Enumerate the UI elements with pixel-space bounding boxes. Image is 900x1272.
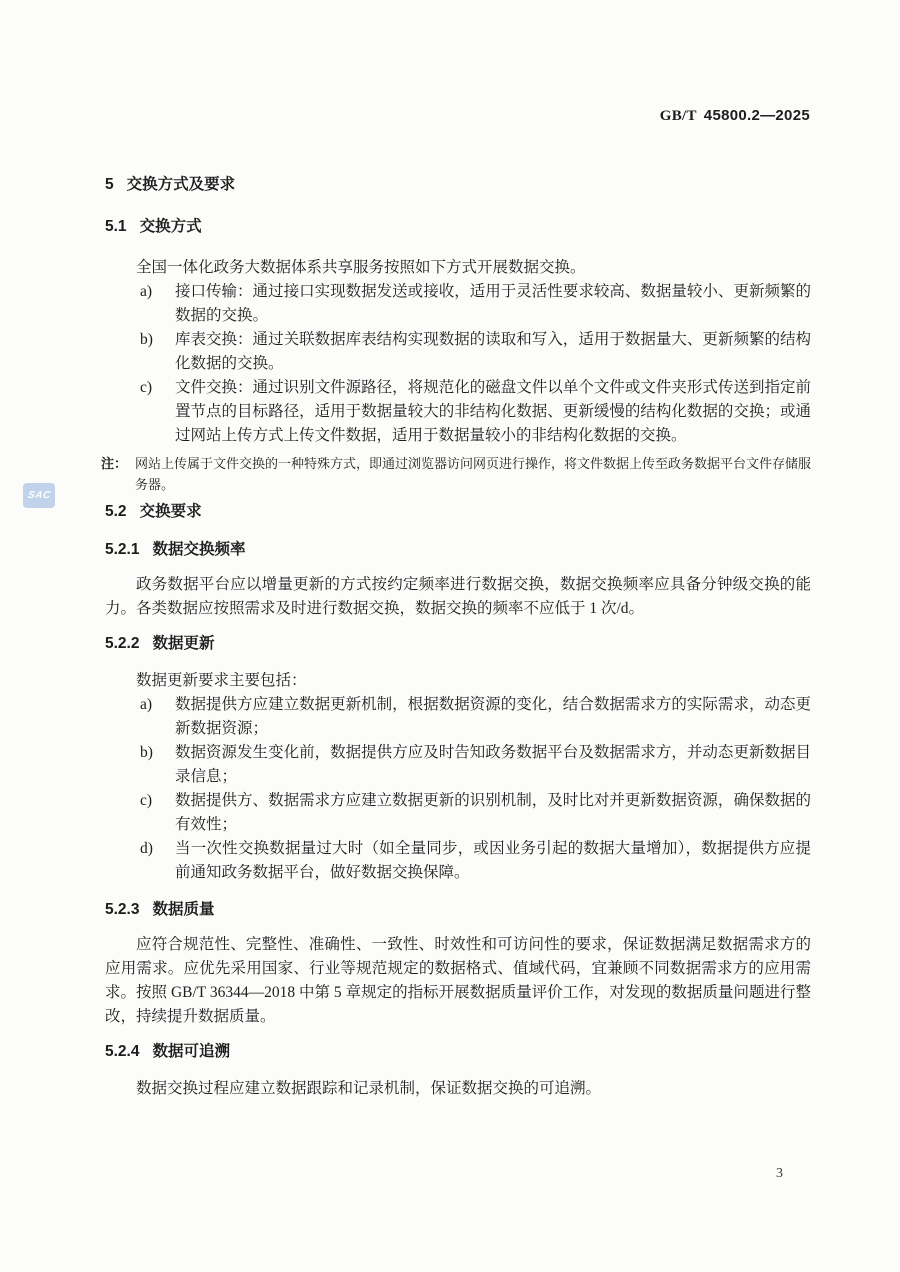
list-marker: a) <box>140 283 153 300</box>
section-heading-5-2-3 <box>105 901 811 919</box>
paragraph-5-2-4: 数据交换过程应建立数据跟踪和记录机制，保证数据交换的可追溯。 <box>136 1080 602 1097</box>
standard-code: 45800.2—2025 <box>703 107 810 124</box>
list-5-2-2 <box>105 693 811 885</box>
sac-watermark-badge <box>23 483 55 508</box>
section-title: 交换方式及要求 <box>126 176 236 193</box>
list-item <box>105 693 811 741</box>
list-text: 当一次性交换数据量过大时（如全量同步，或因业务引起的数据大量增加），数据提供方应提前通知政务数据平台，做好数据交换保障。 <box>175 840 811 881</box>
section-number: 5.2.3 <box>105 901 140 918</box>
list-5-1 <box>105 280 811 448</box>
paragraph-5-1-intro: 全国一体化政务大数据体系共享服务按照如下方式开展数据交换。 <box>136 259 586 276</box>
list-text: 数据资源发生变化前，数据提供方应及时告知政务数据平台及数据需求方，并动态更新数据目录信息； <box>175 744 811 785</box>
list-marker: c) <box>140 379 153 396</box>
list-item <box>105 837 811 885</box>
section-heading-5-2-2 <box>105 635 811 653</box>
list-text: 库表交换：通过关联数据库表结构实现数据的读取和写入，适用于数据量大、更新频繁的结构化数据的交换。 <box>175 331 811 372</box>
section-title: 交换方式 <box>139 218 202 235</box>
standard-prefix: GB/T <box>659 108 697 124</box>
note-label: 注： <box>101 456 128 471</box>
list-text: 接口传输：通过接口实现数据发送或接收，适用于灵活性要求较高、数据量较小、更新频繁的数据的交换。 <box>175 283 811 324</box>
paragraph-5-2-1: 政务数据平台应以增量更新的方式按约定频率进行数据交换，数据交换频率应具备分钟级交换的能力。各类数据应按照需求及时进行数据交换，数据交换的频率不应低于 1 次/d。 <box>105 576 811 617</box>
section-title: 数据质量 <box>152 901 215 918</box>
section-number: 5.2.1 <box>105 541 140 558</box>
list-marker: c) <box>140 792 153 809</box>
list-item <box>105 376 811 448</box>
section-title: 数据可追溯 <box>152 1043 230 1060</box>
list-marker: a) <box>140 696 153 713</box>
note-5-1 <box>101 453 812 495</box>
section-number: 5 <box>105 176 114 193</box>
standard-number <box>660 107 810 125</box>
list-item <box>105 789 811 837</box>
section-title: 交换要求 <box>139 503 202 520</box>
section-number: 5.2 <box>105 503 127 520</box>
list-item <box>105 741 811 789</box>
section-number: 5.2.4 <box>105 1043 140 1060</box>
list-marker: d) <box>140 840 153 857</box>
section-heading-5-2-4 <box>105 1043 811 1061</box>
note-text: 网站上传属于文件交换的一种特殊方式，即通过浏览器访问网页进行操作，将文件数据上传至政务数据平台文件存储服务器。 <box>135 456 812 492</box>
sac-logo-text: SAC <box>26 490 52 501</box>
section-number: 5.2.2 <box>105 635 140 652</box>
list-text: 数据提供方应建立数据更新机制，根据数据资源的变化，结合数据需求方的实际需求，动态更新数据资源； <box>175 696 811 737</box>
page-number: 3 <box>776 1166 783 1181</box>
section-heading-5-1 <box>105 218 811 236</box>
list-text: 文件交换：通过识别文件源路径，将规范化的磁盘文件以单个文件或文件夹形式传送到指定前置节点的目标路径，适用于数据量较大的非结构化数据、更新缓慢的结构化数据的交换；或通过网站上传方式上传文件数据，适用于数据量较小的非结构化数据的交换。 <box>175 379 811 444</box>
list-item <box>105 280 811 328</box>
paragraph-5-2-3: 应符合规范性、完整性、准确性、一致性、时效性和可访问性的要求，保证数据满足数据需求方的应用需求。应优先采用国家、行业等规范规定的数据格式、值域代码，宜兼顾不同数据需求方的应用需求。按照 GB/T 36344—2018 中第 5 章规定的指标开展数据质量评价工作，对发现的数据质量问题进行整改，持续提升数据质量。 <box>105 936 811 1025</box>
section-number: 5.1 <box>105 218 127 235</box>
list-item <box>105 328 811 376</box>
section-heading-5 <box>105 176 811 194</box>
list-text: 数据提供方、数据需求方应建立数据更新的识别机制，及时比对并更新数据资源，确保数据的有效性； <box>175 792 811 833</box>
section-heading-5-2-1 <box>105 541 811 559</box>
paragraph-5-2-2-intro: 数据更新要求主要包括： <box>136 672 307 689</box>
section-title: 数据更新 <box>152 635 215 652</box>
list-marker: b) <box>140 331 153 348</box>
document-body <box>101 176 812 1101</box>
section-title: 数据交换频率 <box>152 541 246 558</box>
list-marker: b) <box>140 744 153 761</box>
section-heading-5-2 <box>105 503 811 521</box>
